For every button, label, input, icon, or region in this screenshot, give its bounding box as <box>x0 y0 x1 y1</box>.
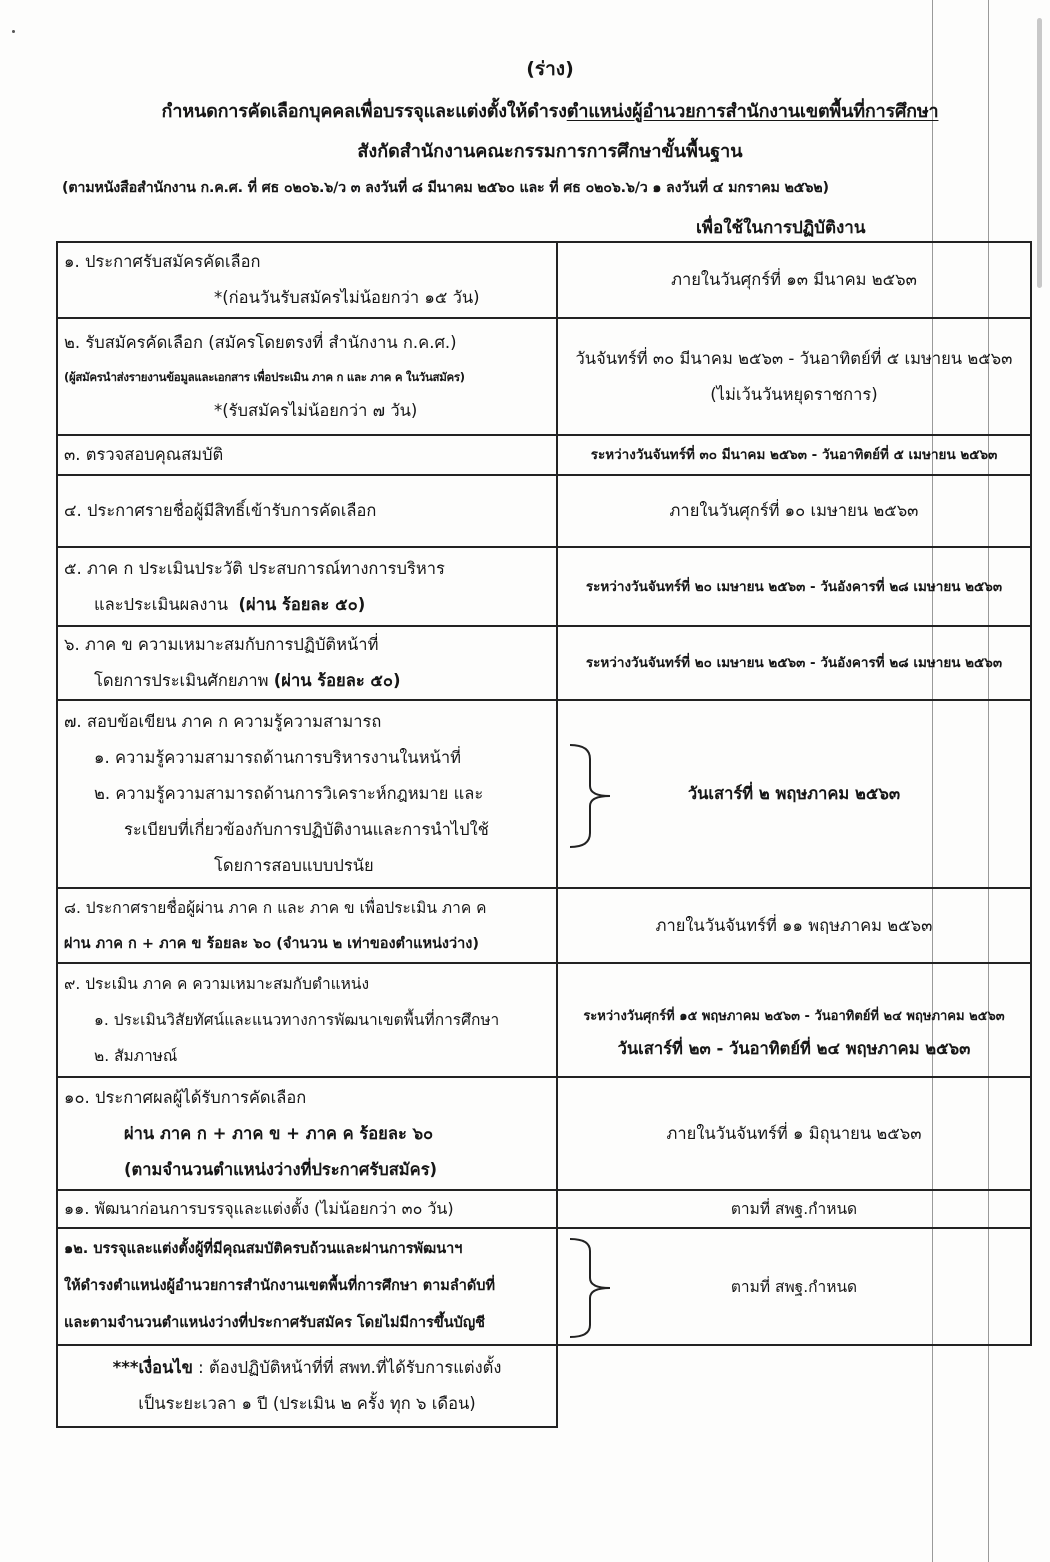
step-detail: ๑. ประเมินวิสัยทัศน์และแนวทางการพัฒนาเขตพื้นที่การศึกษา <box>94 1011 500 1029</box>
date-cell <box>557 700 1031 888</box>
table-row <box>57 963 1031 1077</box>
step-detail: (ผู้สมัครนำส่งรายงานข้อมูลและเอกสาร เพื่อประเมิน ภาค ก และ ภาค ค ในวันสมัคร) <box>64 369 465 384</box>
step-title: ๘. ประกาศรายชื่อผู้ผ่าน ภาค ก และ ภาค ข เพื่อประเมิน ภาค ค <box>64 898 487 917</box>
date-cell: ตามที่ สพฐ.กำหนด <box>557 1190 1031 1228</box>
date-line: ตามที่ สพฐ.กำหนด <box>730 1277 858 1296</box>
step-detail <box>64 587 550 623</box>
step-title: ๙. ประเมิน ภาค ค ความเหมาะสมกับตำแหน่ง <box>64 975 370 993</box>
step-cell <box>57 318 557 435</box>
title-prefix: กำหนดการคัดเลือกบุคคลเพื่อบรรจุและแต่งตั้งให้ดำรง <box>161 101 567 122</box>
table-row <box>57 475 1031 547</box>
step-title: ๗. สอบข้อเขียน ภาค ก ความรู้ความสามารถ <box>64 712 382 731</box>
date-cell: ระหว่างวันจันทร์ที่ ๒๐ เมษายน ๒๕๖๓ - วันอังคารที่ ๒๘ เมษายน ๒๕๖๓ <box>557 547 1031 626</box>
step-cell <box>57 547 557 626</box>
step-cell <box>57 963 557 1077</box>
step-title: ๑๐. ประกาศผลผู้ได้รับการคัดเลือก <box>64 1087 307 1107</box>
empty-cell <box>557 1345 1031 1427</box>
step-cell: ๓. ตรวจสอบคุณสมบัติ <box>57 435 557 475</box>
date-cell <box>557 318 1031 435</box>
pass-criteria: (ผ่าน ร้อยละ ๕๐) <box>273 671 401 690</box>
step-detail-text: โดยการประเมินศักยภาพ <box>94 671 269 690</box>
table-row <box>57 242 1031 318</box>
date-cell: ภายในวันศุกร์ที่ ๑๐ เมษายน ๒๕๖๓ <box>557 475 1031 547</box>
note-line <box>64 1350 550 1386</box>
date-cell <box>557 1228 1031 1345</box>
pass-criteria: (ผ่าน ร้อยละ ๕๐) <box>238 594 366 614</box>
step-detail-text: ให้ดำรงตำแหน่งผู้อำนวยการสำนักงานเขตพื้นที่การศึกษา <box>64 1278 418 1294</box>
step-cell <box>57 626 557 700</box>
step-detail <box>64 663 550 699</box>
note-text: : ต้องปฏิบัติหน้าที่ที่ สพท.ที่ได้รับการแต่งตั้ง <box>192 1358 502 1377</box>
step-title: ๑๒. บรรจุและแต่งตั้งผู้ที่มีคุณสมบัติครบถ้วนและผ่านการพัฒนาฯ <box>64 1241 463 1257</box>
step-detail-emphasis: โดยไม่มีการขึ้นบัญชี <box>356 1315 486 1331</box>
step-detail: ผ่าน ภาค ก + ภาค ข ร้อยละ ๖๐ (จำนวน ๒ เท่าของตำแหน่งว่าง) <box>64 935 479 952</box>
table-row <box>57 700 1031 888</box>
table-row <box>57 435 1031 475</box>
reference-line: (ตามหนังสือสำนักงาน ก.ค.ศ. ที่ ศธ ๐๒๐๖.๖/ว ๓ ลงวันที่ ๘ มีนาคม ๒๕๖๐ และ ที่ ศธ ๐๒๐๖.๖/ว ๑ ลงวันที่ ๔ มกราคม ๒๕๖๒) <box>62 180 829 196</box>
step-detail: (ตามจำนวนตำแหน่งว่างที่ประกาศรับสมัคร) <box>124 1159 438 1179</box>
date-cell <box>557 963 1031 1077</box>
purpose-line: เพื่อใช้ในการปฏิบัติงาน <box>696 218 866 238</box>
step-title: ๕. ภาค ก ประเมินประวัติ ประสบการณ์ทางการบริหาร <box>64 558 445 578</box>
step-title: ๒. รับสมัครคัดเลือก (สมัครโดยตรงที่ สำนักงาน ก.ค.ศ.) <box>64 332 457 352</box>
note-label: เงื่อนไข <box>138 1358 193 1377</box>
scan-speck <box>12 30 15 33</box>
step-title: ๖. ภาค ข ความเหมาะสมกับการปฏิบัติหน้าที่ <box>64 635 379 654</box>
date-cell: ภายในวันศุกร์ที่ ๑๓ มีนาคม ๒๕๖๓ <box>557 242 1031 318</box>
step-cell: ๔. ประกาศรายชื่อผู้มีสิทธิ์เข้ารับการคัดเลือก <box>57 475 557 547</box>
table-row <box>57 1228 1031 1345</box>
table-row <box>57 1077 1031 1190</box>
step-detail-text: และประเมินผลงาน <box>94 594 228 614</box>
step-detail <box>64 1305 550 1342</box>
table-row <box>57 1190 1031 1228</box>
table-row <box>57 547 1031 626</box>
step-detail: ๑. ความรู้ความสามารถด้านการบริหารงานในหน้าที่ <box>94 748 461 767</box>
note-marker: *** <box>112 1358 139 1377</box>
note-row <box>57 1345 1031 1427</box>
step-detail-emphasis: ตามลำดับที่ <box>422 1278 496 1294</box>
step-detail: *(ก่อนวันรับสมัครไม่น้อยกว่า ๑๕ วัน) <box>214 288 480 307</box>
brace-icon <box>564 741 614 851</box>
table-row <box>57 888 1031 963</box>
date-cell: ระหว่างวันจันทร์ที่ ๒๐ เมษายน ๒๕๖๓ - วันอังคารที่ ๒๘ เมษายน ๒๕๖๓ <box>557 626 1031 700</box>
step-cell: ๑๑. พัฒนาก่อนการบรรจุและแต่งตั้ง (ไม่น้อยกว่า ๓๐ วัน) <box>57 1190 557 1228</box>
date-line: วันเสาร์ที่ ๒ พฤษภาคม ๒๕๖๓ <box>687 784 901 803</box>
title-position: ตำแหน่งผู้อำนวยการสำนักงานเขตพื้นที่การศึกษา <box>566 101 939 122</box>
table-row <box>57 626 1031 700</box>
step-cell <box>57 242 557 318</box>
step-title: ๑. ประกาศรับสมัครคัดเลือก <box>64 252 261 271</box>
step-detail: ผ่าน ภาค ก + ภาค ข + ภาค ค ร้อยละ ๖๐ <box>124 1123 434 1143</box>
agency-line: สังกัดสำนักงานคณะกรรมการการศึกษาขั้นพื้นฐาน <box>357 141 743 162</box>
step-detail: ๒. ความรู้ความสามารถด้านการวิเคราะห์กฎหมาย และ <box>94 784 484 803</box>
step-cell <box>57 700 557 888</box>
table-row <box>57 318 1031 435</box>
step-detail: *(รับสมัครไม่น้อยกว่า ๗ วัน) <box>214 400 418 420</box>
document-title <box>0 96 1050 125</box>
step-cell <box>57 888 557 963</box>
step-detail-text: และตามจำนวนตำแหน่งว่างที่ประกาศรับสมัคร <box>64 1315 352 1331</box>
step-detail: โดยการสอบแบบปรนัย <box>214 856 374 875</box>
date-cell: ภายในวันจันทร์ที่ ๑ มิถุนายน ๒๕๖๓ <box>557 1077 1031 1190</box>
date-cell: ระหว่างวันจันทร์ที่ ๓๐ มีนาคม ๒๕๖๓ - วันอาทิตย์ที่ ๕ เมษายน ๒๕๖๓ <box>557 435 1031 475</box>
date-line: วันจันทร์ที่ ๓๐ มีนาคม ๒๕๖๓ - วันอาทิตย์ที่ ๕ เมษายน ๒๕๖๓ <box>575 348 1013 368</box>
date-line: (ไม่เว้นวันหยุดราชการ) <box>710 384 878 404</box>
date-line: ระหว่างวันศุกร์ที่ ๑๕ พฤษภาคม ๒๕๖๓ - วันอาทิตย์ที่ ๒๔ พฤษภาคม ๒๕๖๓ <box>583 1009 1005 1024</box>
step-detail: ๒. สัมภาษณ์ <box>94 1047 178 1065</box>
draft-label: (ร่าง) <box>526 58 574 80</box>
date-line: วันเสาร์ที่ ๒๓ - วันอาทิตย์ที่ ๒๔ พฤษภาคม ๒๕๖๓ <box>617 1039 971 1058</box>
step-cell <box>57 1228 557 1345</box>
brace-icon <box>564 1235 614 1341</box>
step-detail: ระเบียบที่เกี่ยวข้องกับการปฏิบัติงานและการนำไปใช้ <box>124 820 489 839</box>
step-detail <box>64 1268 550 1305</box>
note-line: เป็นระยะเวลา ๑ ปี (ประเมิน ๒ ครั้ง ทุก ๖ เดือน) <box>138 1394 476 1413</box>
step-cell <box>57 1077 557 1190</box>
note-cell <box>57 1345 557 1427</box>
date-cell: ภายในวันจันทร์ที่ ๑๑ พฤษภาคม ๒๕๖๓ <box>557 888 1031 963</box>
schedule-table <box>56 241 1032 1428</box>
